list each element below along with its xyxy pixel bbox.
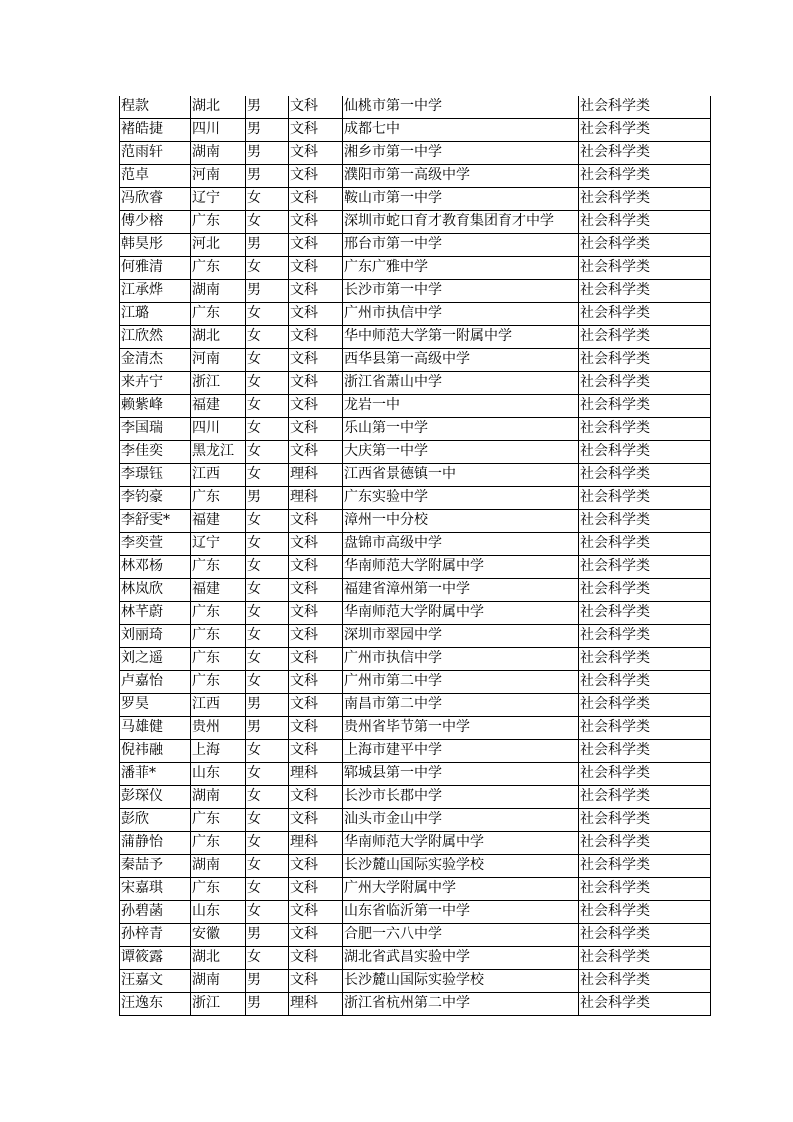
- cell-gender: 女: [246, 372, 289, 395]
- table-row: [120, 993, 711, 1016]
- cell-gender: 女: [246, 809, 289, 832]
- cell-school: 南昌市第二中学: [343, 694, 579, 717]
- table-row: [120, 717, 711, 740]
- table-row: [120, 947, 711, 970]
- cell-name: 程款: [120, 96, 191, 119]
- cell-gender: 女: [246, 855, 289, 878]
- cell-school: 湖北省武昌实验中学: [343, 947, 579, 970]
- cell-province: 上海: [191, 740, 246, 763]
- cell-track: 文科: [289, 786, 343, 809]
- cell-track: 文科: [289, 671, 343, 694]
- table-row: [120, 418, 711, 441]
- cell-name: 江承烨: [120, 280, 191, 303]
- table-row: [120, 901, 711, 924]
- cell-school: 广州市第二中学: [343, 671, 579, 694]
- cell-province: 辽宁: [191, 533, 246, 556]
- cell-school: 福建省漳州第一中学: [343, 579, 579, 602]
- cell-school: 广州市执信中学: [343, 303, 579, 326]
- cell-gender: 女: [246, 625, 289, 648]
- cell-category: 社会科学类: [579, 924, 711, 947]
- cell-school: 乐山第一中学: [343, 418, 579, 441]
- cell-track: 理科: [289, 763, 343, 786]
- cell-category: 社会科学类: [579, 211, 711, 234]
- cell-name: 倪祎融: [120, 740, 191, 763]
- cell-track: 文科: [289, 96, 343, 119]
- table-row: [120, 349, 711, 372]
- cell-province: 广东: [191, 257, 246, 280]
- cell-school: 西华县第一高级中学: [343, 349, 579, 372]
- cell-category: 社会科学类: [579, 740, 711, 763]
- cell-track: 文科: [289, 441, 343, 464]
- table-row: [120, 119, 711, 142]
- cell-category: 社会科学类: [579, 165, 711, 188]
- cell-gender: 女: [246, 303, 289, 326]
- cell-school: 深圳市翠园中学: [343, 625, 579, 648]
- table-row: [120, 395, 711, 418]
- cell-school: 山东省临沂第一中学: [343, 901, 579, 924]
- cell-category: 社会科学类: [579, 717, 711, 740]
- table-row: [120, 625, 711, 648]
- cell-track: 文科: [289, 165, 343, 188]
- cell-track: 文科: [289, 855, 343, 878]
- cell-school: 贵州省毕节第一中学: [343, 717, 579, 740]
- cell-province: 广东: [191, 556, 246, 579]
- cell-name: 李钧豪: [120, 487, 191, 510]
- table-row: [120, 786, 711, 809]
- cell-school: 长沙市长郡中学: [343, 786, 579, 809]
- cell-gender: 男: [246, 142, 289, 165]
- cell-gender: 女: [246, 441, 289, 464]
- cell-province: 广东: [191, 487, 246, 510]
- cell-track: 文科: [289, 418, 343, 441]
- cell-category: 社会科学类: [579, 533, 711, 556]
- cell-track: 文科: [289, 556, 343, 579]
- cell-province: 山东: [191, 901, 246, 924]
- cell-school: 华南师范大学附属中学: [343, 602, 579, 625]
- cell-category: 社会科学类: [579, 855, 711, 878]
- cell-track: 理科: [289, 487, 343, 510]
- cell-gender: 女: [246, 740, 289, 763]
- cell-gender: 女: [246, 188, 289, 211]
- cell-track: 理科: [289, 832, 343, 855]
- cell-track: 文科: [289, 602, 343, 625]
- cell-school: 濮阳市第一高级中学: [343, 165, 579, 188]
- cell-school: 仙桃市第一中学: [343, 96, 579, 119]
- cell-name: 彭琛仪: [120, 786, 191, 809]
- cell-name: 何雅清: [120, 257, 191, 280]
- cell-track: 文科: [289, 579, 343, 602]
- cell-category: 社会科学类: [579, 786, 711, 809]
- cell-name: 李佳奕: [120, 441, 191, 464]
- cell-gender: 女: [246, 211, 289, 234]
- cell-name: 冯欣睿: [120, 188, 191, 211]
- table-row: [120, 257, 711, 280]
- cell-name: 李璟钰: [120, 464, 191, 487]
- cell-category: 社会科学类: [579, 763, 711, 786]
- cell-school: 汕头市金山中学: [343, 809, 579, 832]
- cell-gender: 女: [246, 556, 289, 579]
- cell-province: 湖北: [191, 326, 246, 349]
- cell-province: 广东: [191, 211, 246, 234]
- cell-track: 文科: [289, 188, 343, 211]
- cell-track: 文科: [289, 303, 343, 326]
- cell-province: 四川: [191, 119, 246, 142]
- cell-name: 罗昊: [120, 694, 191, 717]
- cell-name: 潘菲*: [120, 763, 191, 786]
- table-row: [120, 96, 711, 119]
- cell-name: 李国瑞: [120, 418, 191, 441]
- cell-province: 广东: [191, 648, 246, 671]
- cell-track: 文科: [289, 740, 343, 763]
- table-row: [120, 464, 711, 487]
- cell-gender: 男: [246, 970, 289, 993]
- cell-name: 林邓杨: [120, 556, 191, 579]
- cell-province: 河南: [191, 349, 246, 372]
- cell-category: 社会科学类: [579, 671, 711, 694]
- cell-province: 广东: [191, 878, 246, 901]
- cell-category: 社会科学类: [579, 234, 711, 257]
- cell-province: 广东: [191, 602, 246, 625]
- cell-province: 河南: [191, 165, 246, 188]
- cell-province: 福建: [191, 395, 246, 418]
- cell-category: 社会科学类: [579, 464, 711, 487]
- cell-gender: 女: [246, 464, 289, 487]
- cell-school: 江西省景德镇一中: [343, 464, 579, 487]
- cell-province: 广东: [191, 303, 246, 326]
- table-row: [120, 234, 711, 257]
- cell-gender: 女: [246, 602, 289, 625]
- cell-category: 社会科学类: [579, 556, 711, 579]
- cell-province: 浙江: [191, 993, 246, 1016]
- cell-province: 河北: [191, 234, 246, 257]
- cell-province: 贵州: [191, 717, 246, 740]
- table-row: [120, 809, 711, 832]
- cell-name: 来卉宁: [120, 372, 191, 395]
- cell-category: 社会科学类: [579, 970, 711, 993]
- cell-track: 文科: [289, 280, 343, 303]
- cell-province: 湖北: [191, 947, 246, 970]
- cell-province: 安徽: [191, 924, 246, 947]
- cell-track: 文科: [289, 510, 343, 533]
- cell-track: 文科: [289, 717, 343, 740]
- cell-school: 盘锦市高级中学: [343, 533, 579, 556]
- cell-gender: 女: [246, 395, 289, 418]
- cell-name: 傅少榕: [120, 211, 191, 234]
- cell-category: 社会科学类: [579, 947, 711, 970]
- table-row: [120, 510, 711, 533]
- cell-gender: 男: [246, 694, 289, 717]
- cell-track: 文科: [289, 533, 343, 556]
- cell-category: 社会科学类: [579, 832, 711, 855]
- cell-name: 孙梓青: [120, 924, 191, 947]
- cell-track: 文科: [289, 694, 343, 717]
- cell-name: 江欣然: [120, 326, 191, 349]
- cell-track: 文科: [289, 234, 343, 257]
- cell-province: 江西: [191, 464, 246, 487]
- cell-gender: 女: [246, 648, 289, 671]
- cell-category: 社会科学类: [579, 510, 711, 533]
- cell-gender: 女: [246, 510, 289, 533]
- cell-school: 长沙市第一中学: [343, 280, 579, 303]
- cell-gender: 女: [246, 786, 289, 809]
- cell-school: 华南师范大学附属中学: [343, 556, 579, 579]
- table-row: [120, 211, 711, 234]
- cell-province: 江西: [191, 694, 246, 717]
- cell-track: 文科: [289, 257, 343, 280]
- cell-name: 彭欣: [120, 809, 191, 832]
- table-row: [120, 602, 711, 625]
- table-row: [120, 694, 711, 717]
- table-row: [120, 165, 711, 188]
- cell-school: 合肥一六八中学: [343, 924, 579, 947]
- cell-name: 汪逸东: [120, 993, 191, 1016]
- cell-name: 孙碧菡: [120, 901, 191, 924]
- cell-track: 文科: [289, 970, 343, 993]
- cell-category: 社会科学类: [579, 441, 711, 464]
- cell-gender: 男: [246, 119, 289, 142]
- cell-track: 文科: [289, 924, 343, 947]
- table-row: [120, 579, 711, 602]
- cell-name: 刘之遥: [120, 648, 191, 671]
- cell-gender: 男: [246, 280, 289, 303]
- cell-gender: 男: [246, 717, 289, 740]
- cell-track: 理科: [289, 464, 343, 487]
- cell-province: 四川: [191, 418, 246, 441]
- cell-school: 广州市执信中学: [343, 648, 579, 671]
- cell-name: 江璐: [120, 303, 191, 326]
- cell-gender: 女: [246, 947, 289, 970]
- cell-name: 卢嘉怡: [120, 671, 191, 694]
- cell-province: 湖南: [191, 280, 246, 303]
- cell-school: 漳州一中分校: [343, 510, 579, 533]
- cell-name: 蒲静怡: [120, 832, 191, 855]
- cell-track: 文科: [289, 648, 343, 671]
- cell-gender: 女: [246, 533, 289, 556]
- table-row: [120, 878, 711, 901]
- table-row: [120, 441, 711, 464]
- cell-gender: 女: [246, 671, 289, 694]
- cell-name: 赖紫峰: [120, 395, 191, 418]
- cell-track: 文科: [289, 809, 343, 832]
- cell-category: 社会科学类: [579, 96, 711, 119]
- cell-name: 马雄健: [120, 717, 191, 740]
- cell-school: 成都七中: [343, 119, 579, 142]
- cell-category: 社会科学类: [579, 303, 711, 326]
- cell-gender: 男: [246, 234, 289, 257]
- cell-school: 广东广雅中学: [343, 257, 579, 280]
- cell-province: 广东: [191, 832, 246, 855]
- table-row: [120, 556, 711, 579]
- cell-province: 福建: [191, 579, 246, 602]
- cell-name: 林芊蔚: [120, 602, 191, 625]
- cell-province: 湖南: [191, 970, 246, 993]
- table-row: [120, 487, 711, 510]
- table-body: [120, 96, 711, 1016]
- cell-category: 社会科学类: [579, 119, 711, 142]
- table-row: [120, 142, 711, 165]
- table-row: [120, 924, 711, 947]
- cell-province: 湖南: [191, 786, 246, 809]
- cell-school: 华南师范大学附属中学: [343, 832, 579, 855]
- cell-gender: 男: [246, 96, 289, 119]
- cell-province: 辽宁: [191, 188, 246, 211]
- cell-school: 广东实验中学: [343, 487, 579, 510]
- cell-category: 社会科学类: [579, 418, 711, 441]
- cell-school: 上海市建平中学: [343, 740, 579, 763]
- cell-province: 山东: [191, 763, 246, 786]
- cell-school: 长沙麓山国际实验学校: [343, 855, 579, 878]
- cell-gender: 女: [246, 579, 289, 602]
- cell-name: 刘丽琦: [120, 625, 191, 648]
- cell-track: 文科: [289, 372, 343, 395]
- cell-category: 社会科学类: [579, 257, 711, 280]
- cell-name: 汪嘉文: [120, 970, 191, 993]
- cell-gender: 女: [246, 901, 289, 924]
- cell-track: 文科: [289, 326, 343, 349]
- cell-category: 社会科学类: [579, 326, 711, 349]
- cell-category: 社会科学类: [579, 395, 711, 418]
- cell-track: 文科: [289, 878, 343, 901]
- cell-category: 社会科学类: [579, 349, 711, 372]
- cell-name: 宋嘉琪: [120, 878, 191, 901]
- cell-province: 广东: [191, 625, 246, 648]
- cell-category: 社会科学类: [579, 993, 711, 1016]
- cell-school: 华中师范大学第一附属中学: [343, 326, 579, 349]
- cell-category: 社会科学类: [579, 901, 711, 924]
- cell-name: 褚皓捷: [120, 119, 191, 142]
- table-row: [120, 970, 711, 993]
- cell-category: 社会科学类: [579, 878, 711, 901]
- cell-province: 黑龙江: [191, 441, 246, 464]
- cell-school: 鞍山市第一中学: [343, 188, 579, 211]
- cell-name: 林岚欣: [120, 579, 191, 602]
- cell-province: 浙江: [191, 372, 246, 395]
- cell-category: 社会科学类: [579, 188, 711, 211]
- cell-school: 浙江省杭州第二中学: [343, 993, 579, 1016]
- cell-province: 广东: [191, 809, 246, 832]
- cell-school: 深圳市蛇口育才教育集团育才中学: [343, 211, 579, 234]
- cell-category: 社会科学类: [579, 372, 711, 395]
- cell-gender: 男: [246, 165, 289, 188]
- cell-category: 社会科学类: [579, 648, 711, 671]
- cell-province: 广东: [191, 671, 246, 694]
- cell-school: 郓城县第一中学: [343, 763, 579, 786]
- cell-name: 范雨轩: [120, 142, 191, 165]
- cell-track: 理科: [289, 993, 343, 1016]
- cell-track: 文科: [289, 349, 343, 372]
- cell-school: 长沙麓山国际实验学校: [343, 970, 579, 993]
- cell-category: 社会科学类: [579, 809, 711, 832]
- cell-name: 范卓: [120, 165, 191, 188]
- table-row: [120, 671, 711, 694]
- cell-gender: 女: [246, 326, 289, 349]
- cell-track: 文科: [289, 901, 343, 924]
- cell-category: 社会科学类: [579, 487, 711, 510]
- table-row: [120, 740, 711, 763]
- cell-school: 湘乡市第一中学: [343, 142, 579, 165]
- cell-gender: 女: [246, 418, 289, 441]
- cell-category: 社会科学类: [579, 602, 711, 625]
- table-row: [120, 763, 711, 786]
- cell-track: 文科: [289, 395, 343, 418]
- table-row: [120, 326, 711, 349]
- cell-track: 文科: [289, 211, 343, 234]
- cell-name: 李奕萱: [120, 533, 191, 556]
- cell-gender: 男: [246, 924, 289, 947]
- cell-track: 文科: [289, 625, 343, 648]
- table-row: [120, 855, 711, 878]
- cell-category: 社会科学类: [579, 280, 711, 303]
- cell-name: 秦喆予: [120, 855, 191, 878]
- table-row: [120, 648, 711, 671]
- cell-gender: 男: [246, 487, 289, 510]
- cell-school: 龙岩一中: [343, 395, 579, 418]
- cell-province: 湖南: [191, 142, 246, 165]
- cell-school: 浙江省萧山中学: [343, 372, 579, 395]
- table-row: [120, 188, 711, 211]
- table-row: [120, 280, 711, 303]
- cell-school: 大庆第一中学: [343, 441, 579, 464]
- cell-gender: 女: [246, 349, 289, 372]
- cell-school: 邢台市第一中学: [343, 234, 579, 257]
- cell-name: 谭筱露: [120, 947, 191, 970]
- table-row: [120, 303, 711, 326]
- cell-category: 社会科学类: [579, 142, 711, 165]
- cell-province: 湖北: [191, 96, 246, 119]
- cell-school: 广州大学附属中学: [343, 878, 579, 901]
- cell-name: 李舒雯*: [120, 510, 191, 533]
- cell-track: 文科: [289, 947, 343, 970]
- table-row: [120, 832, 711, 855]
- cell-category: 社会科学类: [579, 579, 711, 602]
- cell-name: 金清杰: [120, 349, 191, 372]
- cell-gender: 男: [246, 993, 289, 1016]
- cell-gender: 女: [246, 878, 289, 901]
- cell-province: 福建: [191, 510, 246, 533]
- cell-track: 文科: [289, 142, 343, 165]
- cell-province: 湖南: [191, 855, 246, 878]
- cell-category: 社会科学类: [579, 625, 711, 648]
- cell-track: 文科: [289, 119, 343, 142]
- cell-gender: 女: [246, 763, 289, 786]
- table-row: [120, 372, 711, 395]
- student-list-table: [119, 96, 711, 1016]
- cell-name: 韩昊彤: [120, 234, 191, 257]
- cell-category: 社会科学类: [579, 694, 711, 717]
- table-row: [120, 533, 711, 556]
- cell-gender: 女: [246, 832, 289, 855]
- cell-gender: 女: [246, 257, 289, 280]
